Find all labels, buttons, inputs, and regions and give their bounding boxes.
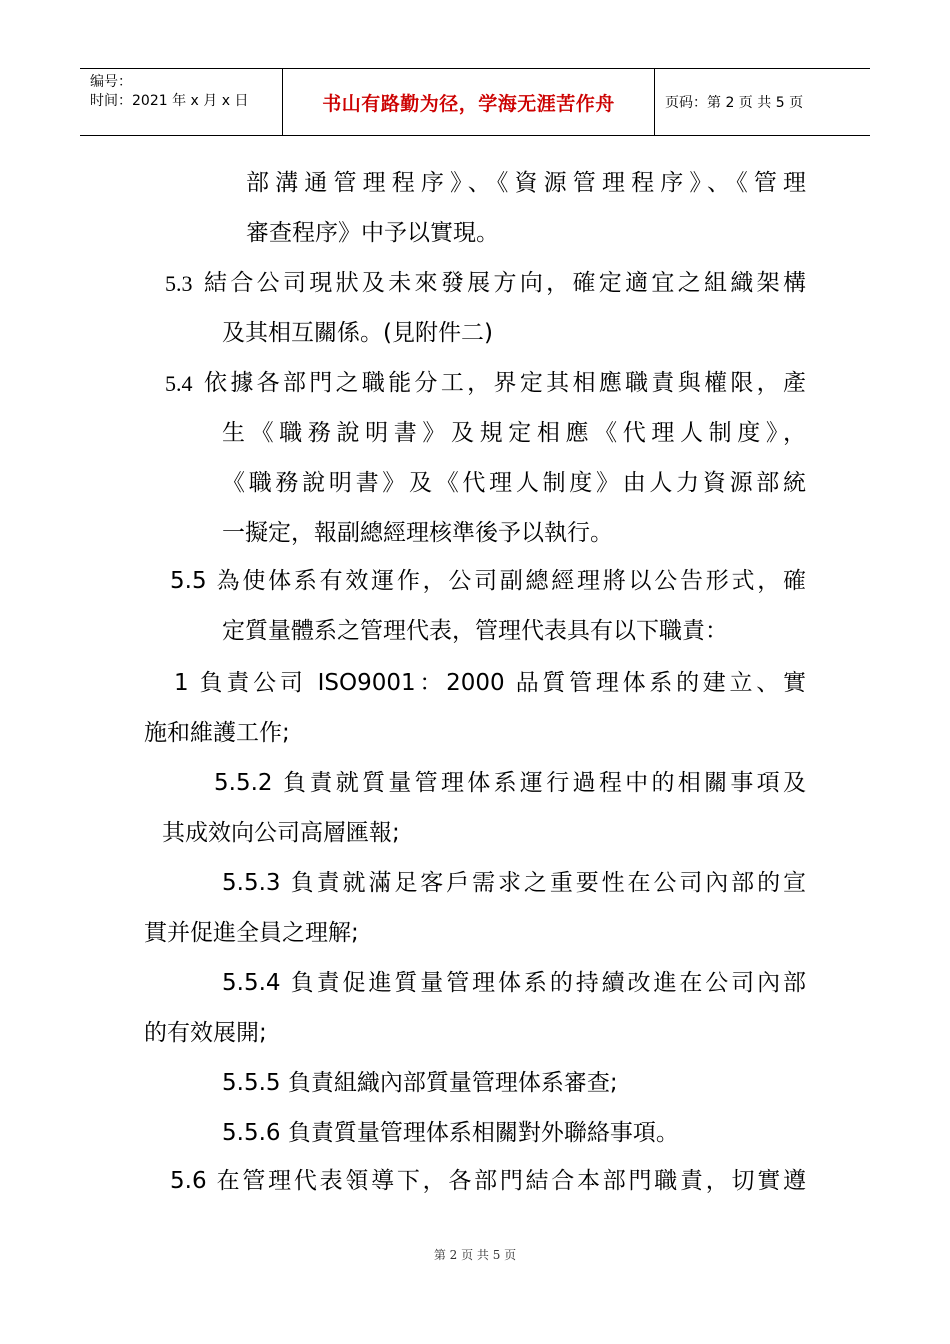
doc-code-label: 编号： — [90, 74, 132, 90]
body-line: 及其相互關係。(見附件二) — [222, 320, 493, 346]
doc-date-label: 时间：2021 年 x 月 x 日 — [90, 93, 249, 109]
section-number: 5.4 — [165, 371, 193, 396]
page-footer: 第 2 页 共 5 页 — [433, 1248, 517, 1262]
body-line: 一擬定，報副總經理核準後予以執行。 — [222, 520, 613, 546]
header-page-info: 页码：第 2 页 共 5 页 — [665, 95, 804, 111]
body-line: 依據各部門之職能分工，界定其相應職責與權限，產 — [204, 370, 806, 396]
body-line: 定質量體系之管理代表，管理代表具有以下職責： — [222, 618, 728, 644]
body-line: 5.5.4 負責促進質量管理体系的持續改進在公司內部 — [222, 970, 806, 996]
body-line: 部溝通管理程序》、《資源管理程序》、《管理 — [246, 170, 806, 196]
body-line: 5.5.5 負責組織內部質量管理体系審查; — [222, 1070, 618, 1096]
body-line: 5.5.3 負責就滿足客戶需求之重要性在公司內部的宣 — [222, 870, 806, 896]
body-line: 5.5.2 負責就質量管理体系運行過程中的相關事項及 — [214, 770, 806, 796]
body-line: 5.5 為使体系有效運作，公司副總經理將以公告形式，確 — [170, 568, 806, 594]
body-line: 其成效向公司高層匯報; — [162, 820, 400, 846]
header-meta-cell — [80, 69, 282, 135]
header-page-cell — [655, 69, 870, 135]
header-motto-cell — [282, 69, 655, 135]
body-line: 結合公司現狀及未來發展方向，確定適宜之組織架構 — [204, 270, 806, 296]
header-motto: 书山有路勤为径，学海无涯苦作舟 — [322, 92, 615, 115]
body-line: 生《職務說明書》及規定相應《代理人制度》， — [222, 420, 806, 446]
body-line: 1 負責公司 ISO9001：2000 品質管理体系的建立、實 — [174, 670, 806, 696]
body-line: 《職務說明書》及《代理人制度》由人力資源部統 — [222, 470, 806, 496]
body-line: 5.6 在管理代表領導下，各部門結合本部門職責，切實遵 — [170, 1168, 806, 1194]
body-line: 施和維護工作; — [144, 720, 290, 746]
body-line: 審查程序》中予以實現。 — [246, 220, 499, 246]
document-header — [80, 68, 870, 136]
body-line: 貫并促進全員之理解; — [144, 920, 359, 946]
body-line: 5.5.6 負責質量管理体系相關對外聯絡事項。 — [222, 1120, 679, 1146]
section-number: 5.3 — [165, 271, 193, 296]
body-line: 的有效展開; — [144, 1020, 267, 1046]
